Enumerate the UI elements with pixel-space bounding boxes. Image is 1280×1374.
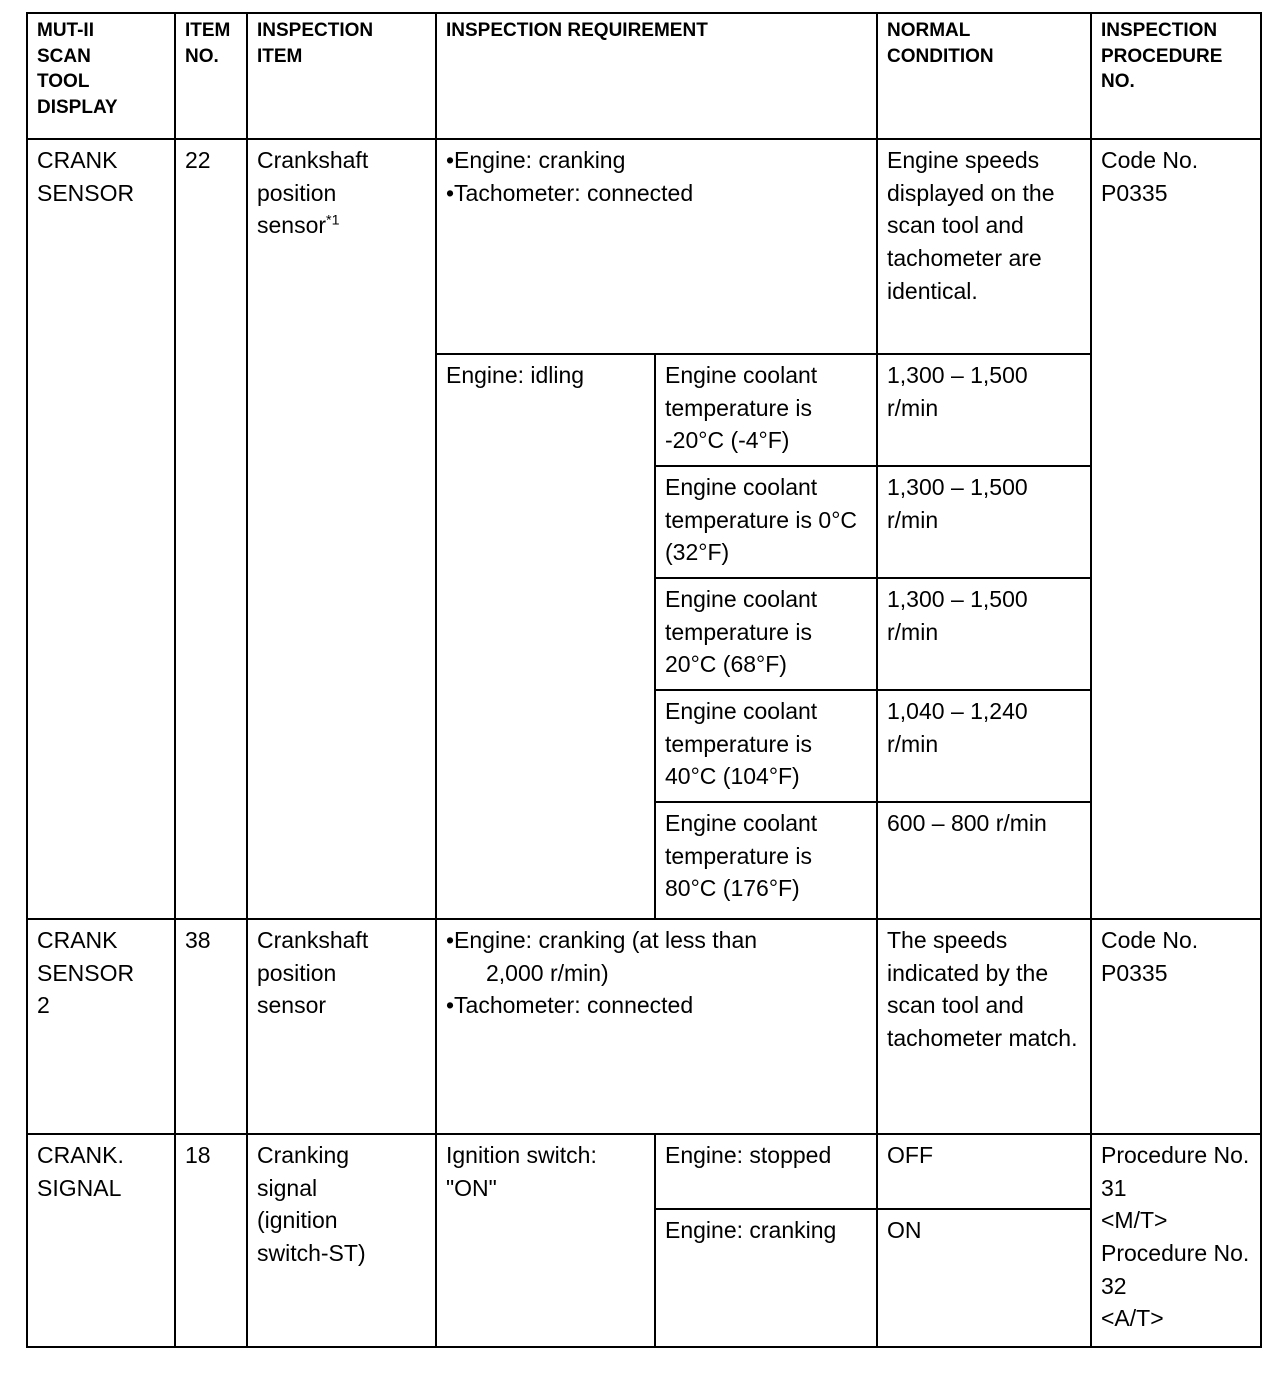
header-cell-inspection-procedure-no xyxy=(1091,13,1261,139)
cell-coolant-condition: Engine coolant temperature is 40°C (104°F) xyxy=(655,690,877,802)
header-item-no-label: ITEM NO. xyxy=(185,20,231,67)
procedure-line: Procedure No. 32 xyxy=(1101,1239,1250,1299)
cell-normal-condition: The speeds indicated by the scan tool and tachometer match. xyxy=(877,919,1091,1134)
cell-normal-condition: ON xyxy=(877,1209,1091,1347)
cell-normal-condition: 1,300 – 1,500 r/min xyxy=(877,466,1091,578)
header-cell-inspection-requirement xyxy=(436,13,877,139)
requirement-line: •Engine: cranking (at less than 2,000 r/min) xyxy=(446,927,758,986)
cell-requirement-condition-left: Engine: idling xyxy=(436,354,655,919)
cell-engine-condition: Engine: cranking xyxy=(655,1209,877,1347)
cell-inspection-procedure: Code No. P0335 xyxy=(1091,919,1261,1134)
cell-coolant-condition: Engine coolant temperature is -20°C (-4°F) xyxy=(655,354,877,466)
header-cell-scan-tool-display xyxy=(27,13,175,139)
cell-coolant-condition: Engine coolant temperature is 20°C (68°F) xyxy=(655,578,877,690)
inspection-item-value: Cranking signal (ignition switch-ST) xyxy=(257,1142,366,1266)
cell-normal-condition: Engine speeds displayed on the scan tool and tachometer are identical. xyxy=(877,139,1091,354)
cell-inspection-item xyxy=(247,139,436,919)
cell-inspection-procedure: Code No. P0335 xyxy=(1091,139,1261,919)
cell-inspection-item xyxy=(247,1134,436,1347)
inspection-item-text: Crankshaft position sensor xyxy=(257,147,369,239)
header-inspection-item-label: INSPECTION ITEM xyxy=(257,20,374,67)
cell-inspection-requirement xyxy=(436,139,877,354)
cell-item-no: 18 xyxy=(175,1134,247,1347)
cell-normal-condition: 1,300 – 1,500 r/min xyxy=(877,354,1091,466)
inspection-item-value xyxy=(257,144,373,242)
cell-normal-condition: 600 – 800 r/min xyxy=(877,802,1091,919)
cell-scan-tool-display xyxy=(27,1134,175,1347)
cell-normal-condition: OFF xyxy=(877,1134,1091,1209)
cell-scan-tool-display xyxy=(27,139,175,919)
cell-item-no: 38 xyxy=(175,919,247,1134)
header-row xyxy=(27,13,1261,139)
requirement-line: •Tachometer: connected xyxy=(446,992,694,1019)
cell-item-no: 22 xyxy=(175,139,247,919)
cell-requirement-condition-left: Ignition switch: "ON" xyxy=(436,1134,655,1347)
scan-tool-display-value: CRANK SENSOR 2 xyxy=(37,927,135,1019)
table-row xyxy=(27,139,1261,354)
cell-normal-condition: 1,300 – 1,500 r/min xyxy=(877,578,1091,690)
header-inspection-procedure-no-label: INSPECTION PROCEDURE NO. xyxy=(1101,20,1223,93)
header-cell-inspection-item xyxy=(247,13,436,139)
cell-coolant-condition: Engine coolant temperature is 0°C (32°F) xyxy=(655,466,877,578)
header-cell-normal-condition xyxy=(877,13,1091,139)
requirement-line: •Engine: cranking xyxy=(446,147,626,173)
scan-tool-data-table xyxy=(26,12,1262,1348)
cell-scan-tool-display xyxy=(27,919,175,1134)
footnote-ref: *1 xyxy=(326,212,340,229)
procedure-line: Procedure No. 31 xyxy=(1101,1142,1250,1201)
cell-normal-condition: 1,040 – 1,240 r/min xyxy=(877,690,1091,802)
scan-tool-display-value: CRANK. SIGNAL xyxy=(37,1142,124,1201)
header-normal-condition-label: NORMAL CONDITION xyxy=(887,20,994,67)
header-inspection-requirement-label: INSPECTION REQUIREMENT xyxy=(446,20,708,41)
procedure-line: <A/T> xyxy=(1101,1305,1164,1332)
scan-tool-display-value: CRANK SENSOR xyxy=(37,147,135,206)
inspection-item-value: Crankshaft position sensor xyxy=(257,927,369,1019)
table-row xyxy=(27,919,1261,1134)
cell-inspection-requirement xyxy=(436,919,877,1134)
procedure-line: <M/T> xyxy=(1101,1207,1168,1234)
cell-coolant-condition: Engine coolant temperature is 80°C (176°F) xyxy=(655,802,877,919)
cell-inspection-procedure xyxy=(1091,1134,1261,1347)
header-scan-tool-display-label: MUT-II SCAN TOOL DISPLAY xyxy=(37,20,118,118)
header-cell-item-no xyxy=(175,13,247,139)
cell-inspection-item xyxy=(247,919,436,1134)
table-row xyxy=(27,1134,1261,1209)
cell-engine-condition: Engine: stopped xyxy=(655,1134,877,1209)
requirement-line: •Tachometer: connected xyxy=(446,179,694,206)
